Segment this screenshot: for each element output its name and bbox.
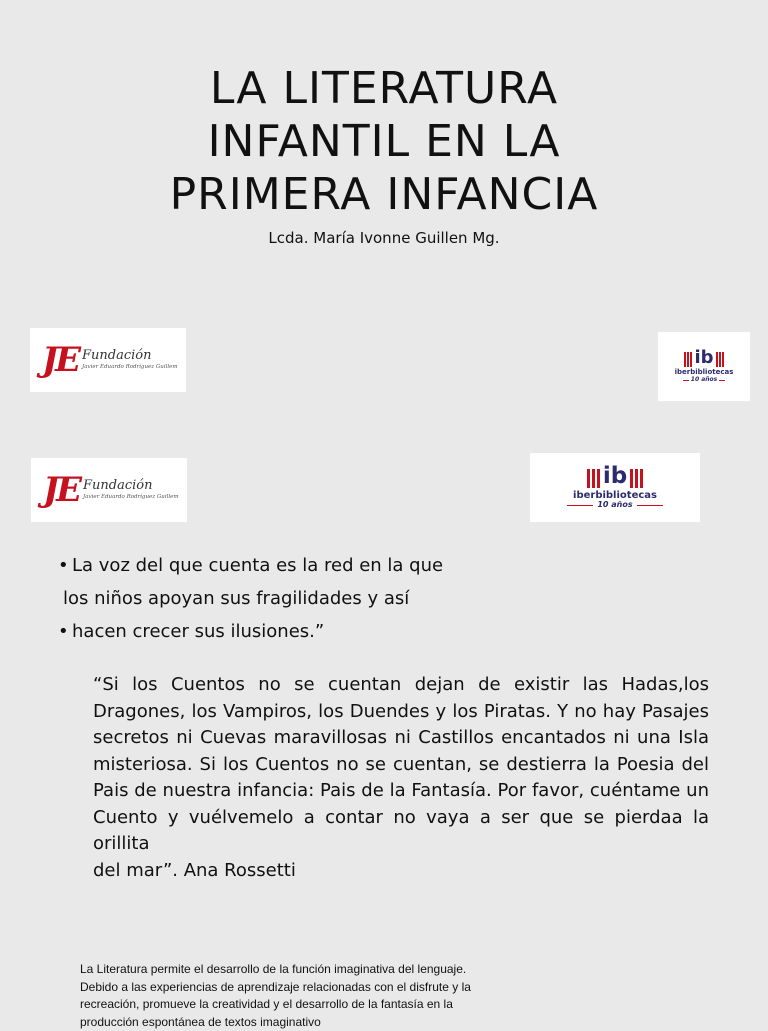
bullet-icon: • [58,549,72,582]
quote-line: misteriosa. Si los Cuentos no se cuentan, se destierra la Poesia del [93,752,709,779]
bullet-icon: • [58,615,72,648]
iberbibliotecas-mark-icon: ib [684,349,723,367]
slide-title-line-2: INFANTIL EN LA [60,115,708,168]
footnote-line: producción espontánea de textos imaginativo [80,1014,520,1031]
footnote-line: Debido a las experiencias de aprendizaje relacionadas con el disfrute y la [80,979,520,997]
slide-title-line-1: LA LITERATURA [60,62,708,115]
quote-line: Dragones, los Vampiros, los Duendes y los Piratas. Y no hay Pasajes [93,699,709,726]
bullet-text: hacen crecer sus ilusiones.” [72,621,324,642]
fundacion-subname: Javier Eduardo Rodríguez Guillem [83,494,179,500]
fundacion-logo-top [30,328,186,392]
footnote-paragraph [80,961,520,1031]
quote-line: “Si los Cuentos no se cuentan dejan de existir las Hadas,los [93,672,709,699]
bullet-continuation [58,582,443,615]
footnote-line: La Literatura permite el desarrollo de la función imaginativa del lenguaje. [80,961,520,979]
iberbibliotecas-name: iberbibliotecas [573,490,657,501]
fundacion-subname: Javier Eduardo Rodríguez Guillem [82,364,178,370]
quote-paragraph [93,672,709,884]
iberbibliotecas-logo-top [658,332,750,401]
quote-line: secretos ni Cuevas maravillosas ni Castillos encantados ni una Isla [93,725,709,752]
fundacion-name: Fundación [83,479,179,494]
iberbibliotecas-logo-bottom [530,453,700,522]
bullet-text: los niños apoyan sus fragilidades y así [63,588,409,609]
bullet-text: La voz del que cuenta es la red en la que [72,555,443,576]
slide-subtitle: Lcda. María Ivonne Guillen Mg. [0,229,768,247]
fundacion-logo-bottom [31,458,187,522]
quote-line: del mar”. Ana Rossetti [93,858,709,885]
footnote-line: recreación, promueve la creatividad y el desarrollo de la fantasía en la [80,996,520,1014]
bullet-item [58,549,443,582]
quote-line: Pais de nuestra infancia: Pais de la Fantasía. Por favor, cuéntame un [93,778,709,805]
iberbibliotecas-anniversary: 10 años [597,501,632,510]
fundacion-mark-icon: JE [42,340,78,380]
fundacion-name: Fundación [82,349,178,364]
slide-title-line-3: PRIMERA INFANCIA [60,168,708,221]
slide-title [60,62,708,221]
bullet-list [58,549,443,648]
iberbibliotecas-anniversary: 10 años [691,377,717,384]
iberbibliotecas-name: iberbibliotecas [675,369,734,377]
iberbibliotecas-mark-icon: ib [587,465,643,488]
fundacion-mark-icon: JE [43,470,79,510]
bullet-item [58,615,443,648]
quote-line: Cuento y vuélvemelo a contar no vaya a ser que se pierdaa la orillita [93,805,709,858]
